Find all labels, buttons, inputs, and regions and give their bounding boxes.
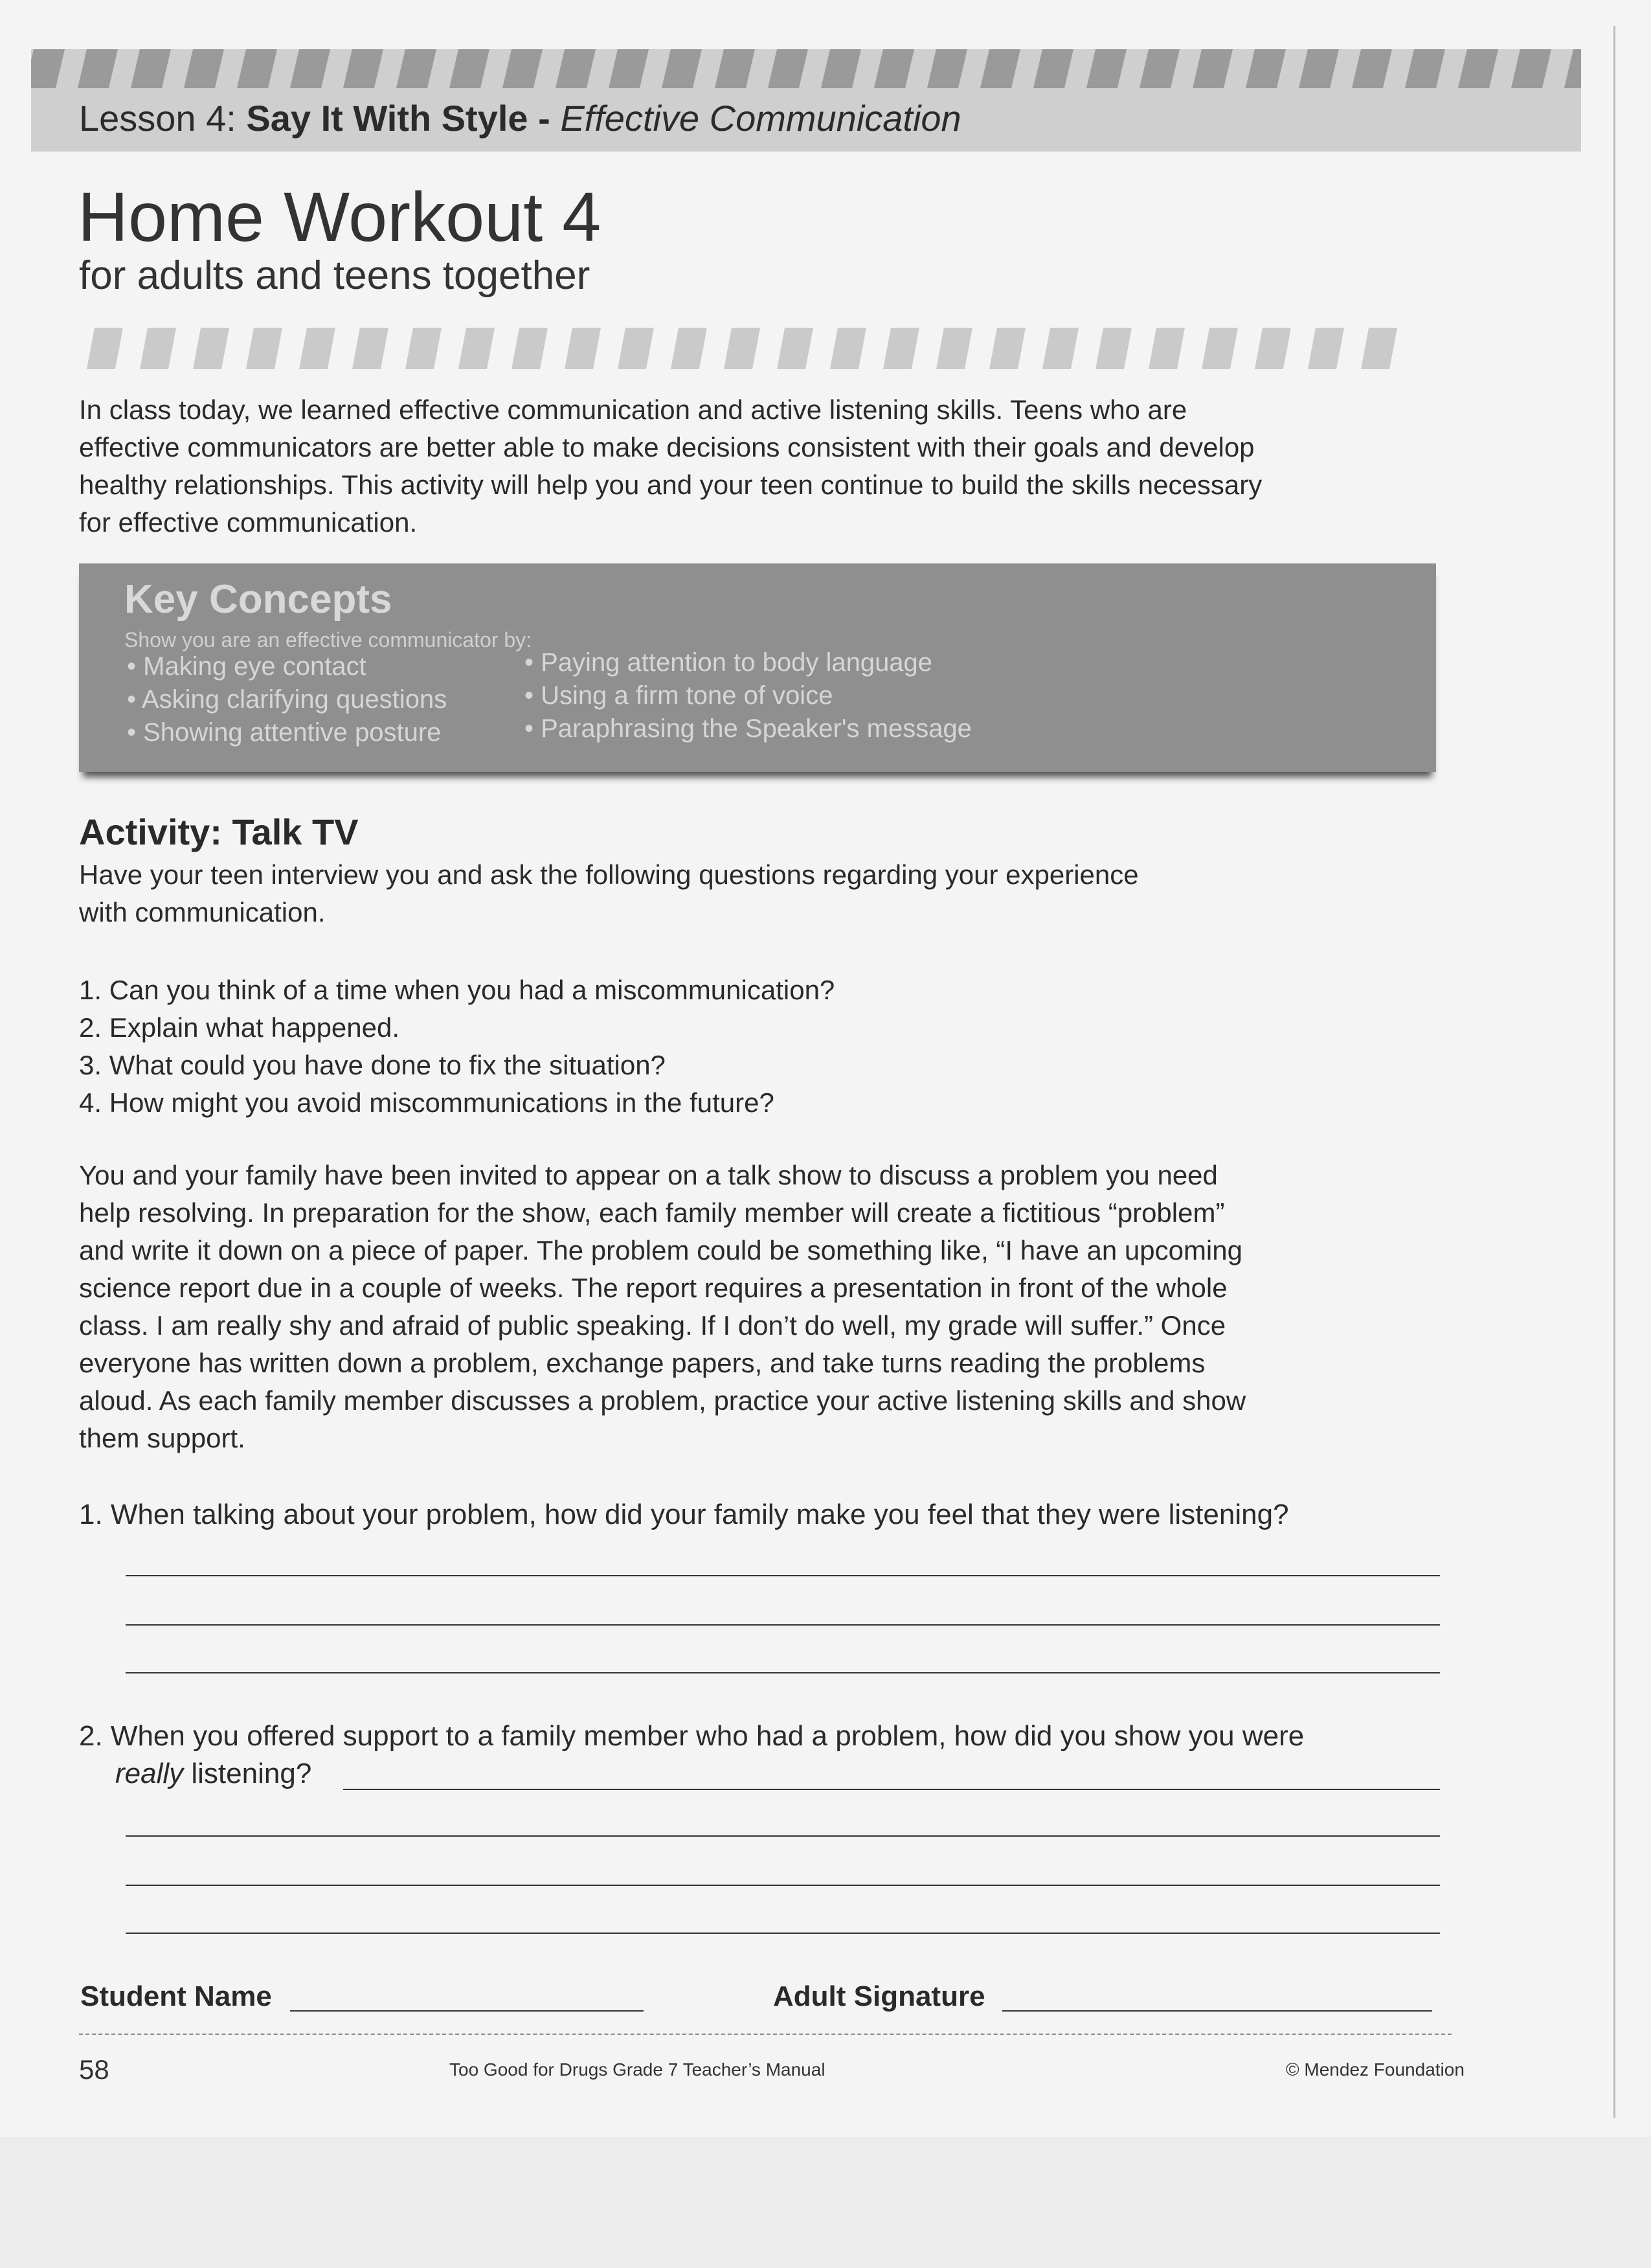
key-concepts-intro: Show you are an effective communicator by:	[124, 628, 532, 652]
list-item: 4. How might you avoid miscommunications in the future?	[79, 1087, 774, 1118]
stripe-mark	[352, 328, 388, 369]
stripe-mark	[874, 49, 914, 88]
reflection-question-2-cont	[115, 1758, 311, 1790]
talk-show-line: aloud. As each family member discusses a problem, practice your active listening skills and show	[79, 1385, 1246, 1416]
stripe-mark	[556, 49, 596, 88]
answer-line[interactable]	[126, 1575, 1440, 1576]
lesson-subtitle: Effective Communication	[560, 98, 961, 139]
stripe-mark	[618, 328, 654, 369]
copyright-notice: © Mendez Foundation	[1286, 2059, 1465, 2080]
reflection-question-1: 1. When talking about your problem, how did your family make you feel that they were listening?	[79, 1499, 1289, 1530]
key-concept-item: • Asking clarifying questions	[127, 683, 447, 716]
stripe-mark	[184, 49, 224, 88]
stripe-mark	[1140, 49, 1180, 88]
stripe-mark	[609, 49, 649, 88]
stripe-mark	[290, 49, 330, 88]
stripe-mark	[1458, 49, 1498, 88]
stripe-mark	[246, 328, 282, 369]
stripe-mark	[131, 49, 171, 88]
answer-line[interactable]	[126, 1672, 1440, 1673]
stripe-mark	[299, 328, 335, 369]
lesson-heading	[79, 97, 961, 139]
stripe-mark	[343, 49, 383, 88]
lesson-title: Say It With Style -	[246, 98, 561, 139]
decorative-stripe-divider	[87, 328, 1421, 369]
stripe-mark	[1299, 49, 1339, 88]
intro-line: effective communicators are better able to make decisions consistent with their goals and develop	[79, 432, 1255, 462]
stripe-mark	[140, 328, 176, 369]
stripe-mark	[1361, 328, 1397, 369]
student-name-line[interactable]	[290, 2010, 644, 2012]
stripe-mark	[396, 49, 436, 88]
stripe-mark	[1511, 49, 1551, 88]
interview-questions-list	[79, 971, 835, 1122]
question-text: listening?	[183, 1758, 312, 1789]
stripe-mark	[502, 49, 543, 88]
stripe-mark	[78, 49, 118, 88]
stripe-mark	[1193, 49, 1233, 88]
stripe-mark	[87, 328, 123, 369]
stripe-mark	[565, 328, 601, 369]
scan-bottom-margin	[0, 2137, 1651, 2268]
stripe-mark	[1255, 328, 1291, 369]
talk-show-line: and write it down on a piece of paper. The problem could be something like, “I have an upcoming	[79, 1235, 1242, 1265]
stripe-mark	[936, 328, 972, 369]
page-subtitle: for adults and teens together	[79, 253, 590, 298]
page-edge-shadow	[1613, 26, 1615, 2118]
talk-show-line: science report due in a couple of weeks. The report requires a presentation in front of the whole	[79, 1273, 1228, 1303]
page-title: Home Workout 4	[78, 177, 601, 256]
answer-line[interactable]	[343, 1789, 1440, 1790]
answer-line[interactable]	[126, 1885, 1440, 1886]
stripe-mark	[511, 328, 548, 369]
stripe-mark	[31, 49, 65, 88]
stripe-mark	[449, 49, 489, 88]
stripe-mark	[1405, 49, 1445, 88]
stripe-mark	[768, 49, 808, 88]
stripe-mark	[1149, 328, 1185, 369]
key-concept-item: • Making eye contact	[127, 650, 447, 683]
talk-show-line: You and your family have been invited to appear on a talk show to discuss a problem you need	[79, 1160, 1218, 1190]
adult-signature-label: Adult Signature	[773, 1980, 985, 2012]
key-concept-item: • Paraphrasing the Speaker's message	[524, 712, 972, 745]
answer-line[interactable]	[126, 1933, 1440, 1934]
talk-show-line: class. I am really shy and afraid of public speaking. If I don’t do well, my grade will suffer.” Once	[79, 1310, 1226, 1341]
stripe-mark	[1246, 49, 1286, 88]
stripe-mark	[662, 49, 702, 88]
answer-line[interactable]	[126, 1835, 1440, 1837]
key-concept-item: • Showing attentive posture	[127, 716, 447, 749]
key-concepts-right-list	[524, 646, 972, 745]
stripe-mark	[193, 328, 229, 369]
key-concepts-title: Key Concepts	[124, 577, 392, 622]
key-concepts-left-list	[127, 650, 447, 749]
stripe-mark	[237, 49, 277, 88]
stripe-mark	[980, 49, 1020, 88]
stripe-mark	[1086, 49, 1127, 88]
stripe-mark	[405, 328, 442, 369]
key-concept-item: • Using a firm tone of voice	[524, 679, 972, 712]
intro-line: for effective communication.	[79, 507, 418, 538]
adult-signature-line[interactable]	[1002, 2010, 1432, 2012]
stripe-mark	[671, 328, 707, 369]
talk-show-line: them support.	[79, 1423, 245, 1453]
stripe-mark	[777, 328, 813, 369]
stripe-mark	[724, 328, 760, 369]
activity-instruction-line: Have your teen interview you and ask the following questions regarding your experience	[79, 859, 1139, 890]
stripe-mark	[1202, 328, 1238, 369]
stripe-mark	[821, 49, 861, 88]
answer-line[interactable]	[126, 1624, 1440, 1626]
activity-instruction-line: with communication.	[79, 897, 326, 927]
stripe-mark	[1352, 49, 1392, 88]
list-item: 2. Explain what happened.	[79, 1012, 400, 1043]
key-concept-item: • Paying attention to body language	[524, 646, 972, 679]
intro-line: In class today, we learned effective communication and active listening skills. Teens who are	[79, 394, 1187, 425]
stripe-mark	[830, 328, 866, 369]
stripe-mark	[1033, 49, 1073, 88]
emphasis-text: really	[115, 1758, 184, 1789]
stripe-mark	[927, 49, 967, 88]
stripe-mark	[458, 328, 495, 369]
stripe-mark	[1095, 328, 1132, 369]
talk-show-line: help resolving. In preparation for the show, each family member will create a fictitious “problem”	[79, 1197, 1225, 1228]
lesson-prefix: Lesson 4:	[79, 98, 247, 139]
list-item: 3. What could you have done to fix the situation?	[79, 1050, 666, 1080]
stripe-mark	[1042, 328, 1079, 369]
stripe-mark	[1564, 49, 1581, 88]
footer-divider	[79, 2034, 1452, 2035]
stripe-mark	[1308, 328, 1344, 369]
activity-heading: Activity: Talk TV	[79, 811, 359, 852]
stripe-mark	[715, 49, 755, 88]
manual-title: Too Good for Drugs Grade 7 Teacher’s Manual	[449, 2059, 826, 2080]
list-item: 1. Can you think of a time when you had a miscommunication?	[79, 975, 835, 1005]
page-number: 58	[79, 2054, 109, 2085]
reflection-question-2: 2. When you offered support to a family member who had a problem, how did you show you were	[79, 1720, 1305, 1752]
stripe-mark	[989, 328, 1026, 369]
student-name-label: Student Name	[80, 1980, 272, 2012]
stripe-mark	[883, 328, 919, 369]
talk-show-line: everyone has written down a problem, exchange papers, and take turns reading the problems	[79, 1348, 1206, 1378]
intro-line: healthy relationships. This activity will help you and your teen continue to build the skills necessary	[79, 470, 1263, 500]
key-concepts-box	[79, 563, 1436, 772]
